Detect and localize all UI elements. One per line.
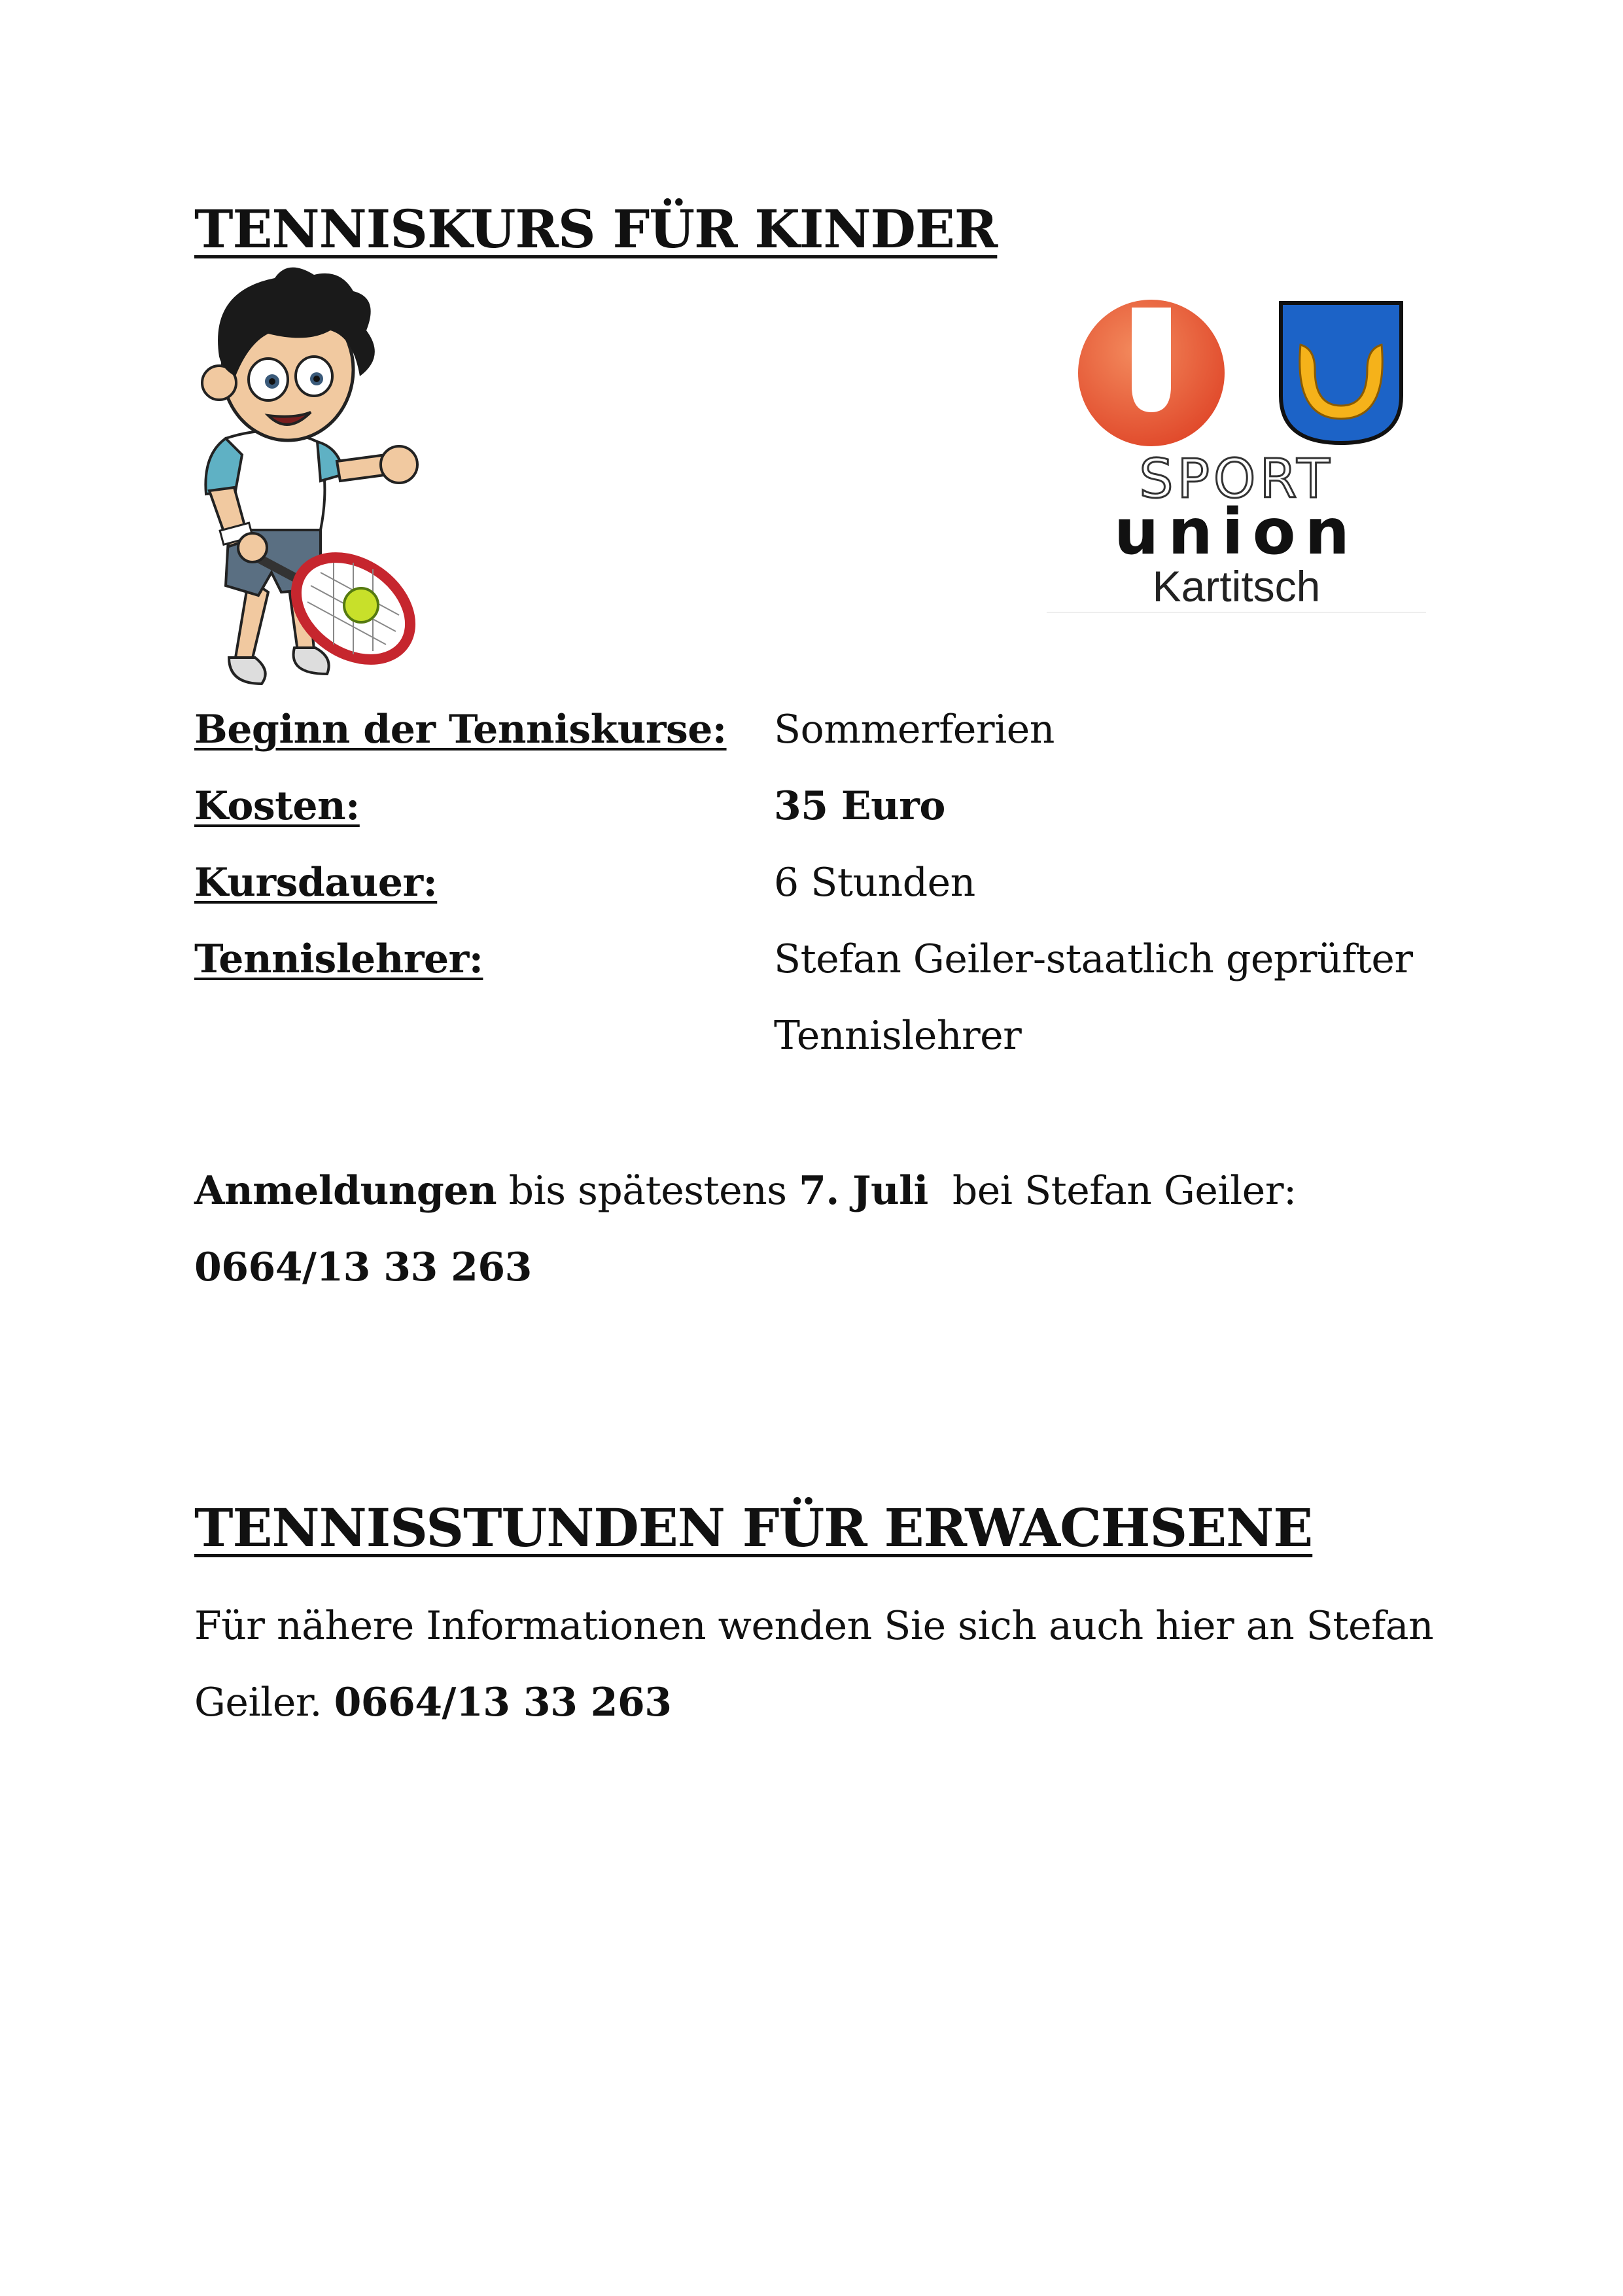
duration-label: Kursdauer: (194, 860, 438, 906)
logo-word-town: Kartitsch (1152, 562, 1321, 610)
registration-text-end: bei Stefan Geiler: (928, 1168, 1297, 1214)
adults-info-text: Geiler. (194, 1680, 334, 1725)
cost-value: 35 Euro (774, 783, 945, 829)
registration-word: Anmeldungen (194, 1168, 497, 1214)
start-label: Beginn der Tenniskurse: (194, 707, 727, 752)
kartitsch-crest-icon (1276, 298, 1406, 448)
adults-phone: 0664/13 33 263 (334, 1680, 672, 1725)
duration-value: 6 Stunden (774, 860, 975, 906)
registration-line (194, 1168, 1297, 1214)
logo-word-sport: SPORT (1139, 448, 1334, 510)
kids-course-heading: TENNISKURS FÜR KINDER (194, 198, 998, 260)
sport-union-logo (1047, 298, 1426, 613)
registration-phone: 0664/13 33 263 (194, 1245, 532, 1290)
instructor-value: Stefan Geiler-staatlich geprüfter (774, 936, 1413, 982)
union-u-icon (1073, 298, 1230, 455)
cost-label: Kosten: (194, 783, 360, 829)
start-value: Sommerferien (774, 707, 1055, 752)
adults-info-line2 (194, 1680, 671, 1725)
instructor-value-line2: Tennislehrer (774, 1013, 1022, 1059)
adults-info-line1: Für nähere Informationen wenden Sie sich auch hier an Stefan (194, 1603, 1434, 1649)
instructor-label: Tennislehrer: (194, 936, 483, 982)
tennis-boy-illustration-icon (190, 265, 451, 703)
logo-word-union: union (1114, 495, 1359, 569)
adults-heading: TENNISSTUNDEN FÜR ERWACHSENE (194, 1497, 1313, 1559)
registration-text-mid: bis spätestens (497, 1168, 799, 1214)
registration-date: 7. Juli (799, 1168, 928, 1214)
